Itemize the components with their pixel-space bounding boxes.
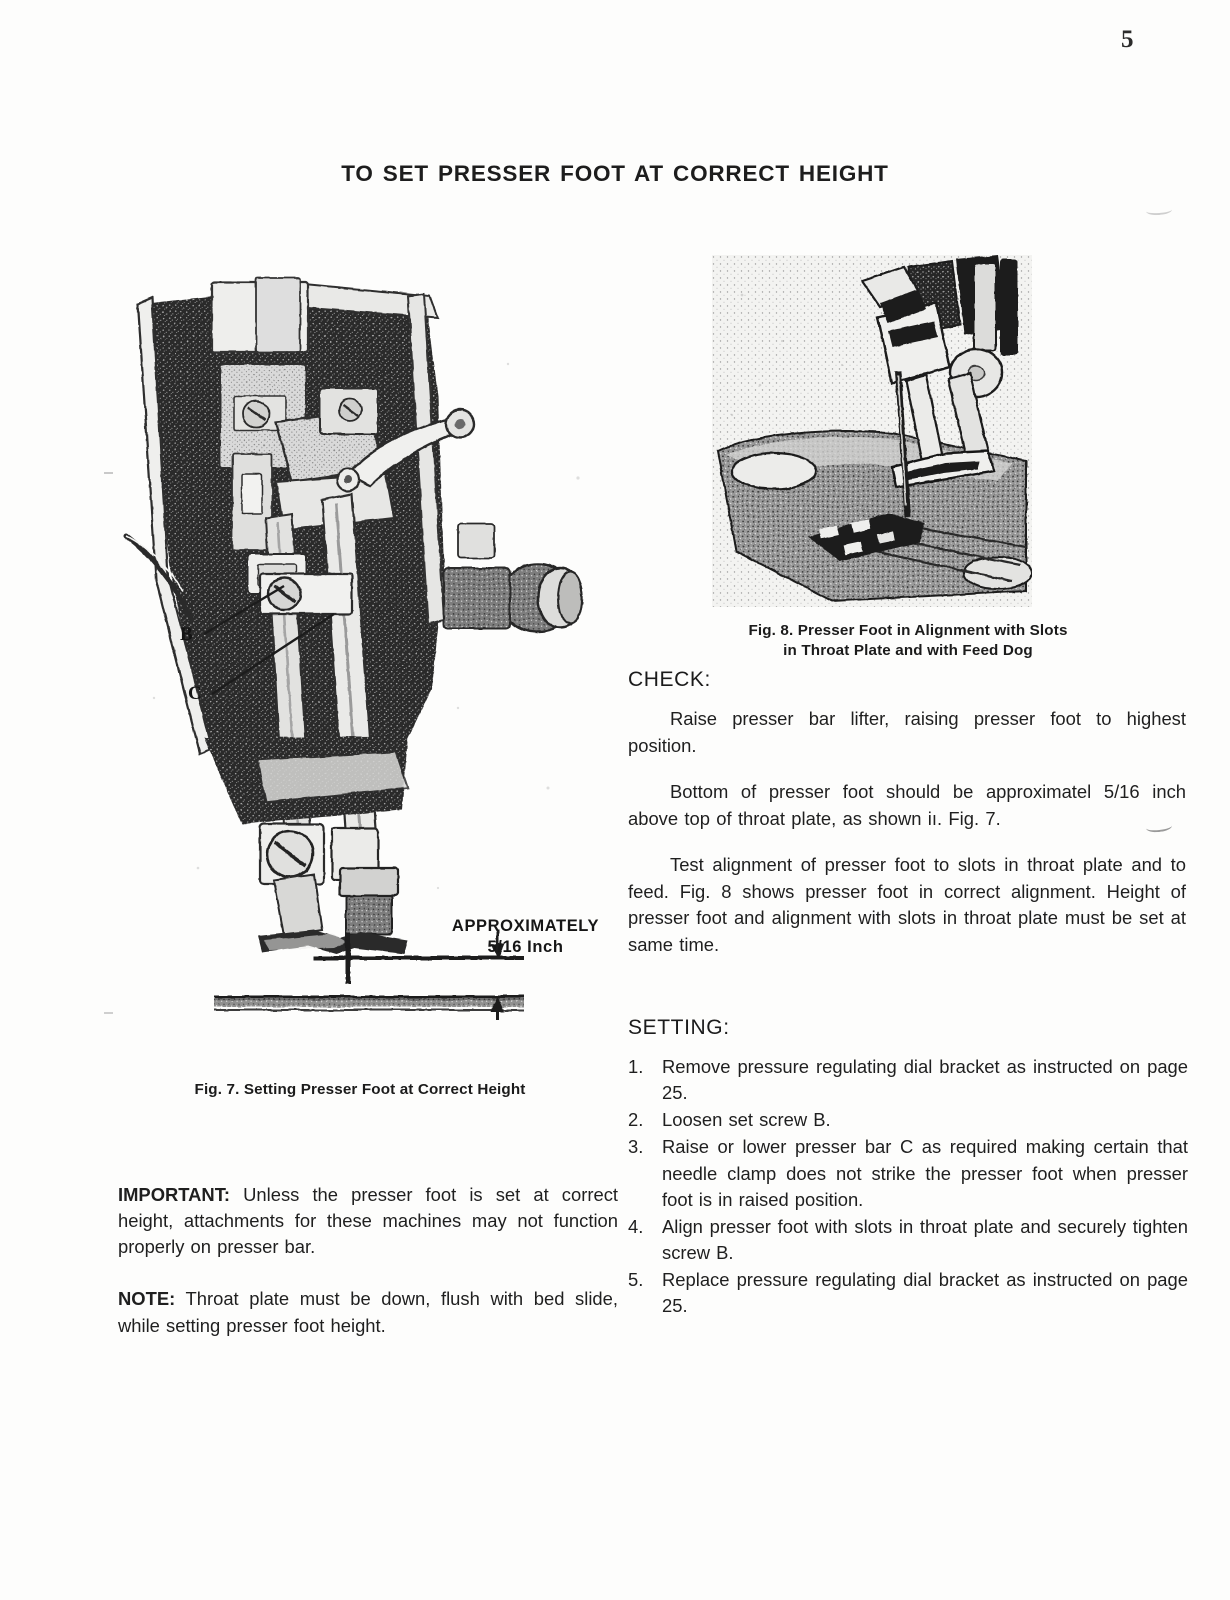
setting-step: Align presser foot with slots in throat plate and securely tighten screw B. (662, 1215, 1188, 1263)
figure-8-illustration (712, 255, 1032, 607)
important-text: Unless the presser foot is set at correct height, attachments for these machines may not function properly on presser bar. (118, 1184, 618, 1258)
bobbin-cover (732, 453, 816, 489)
callout-label-c: C (188, 683, 202, 704)
setting-section (628, 1016, 1188, 1320)
page-number: 5 (1121, 26, 1134, 53)
figure-8-caption-line2: in Throat Plate and with Feed Dog (783, 641, 1033, 659)
check-heading: CHECK: (628, 668, 711, 691)
notes-section (118, 1182, 618, 1339)
note-text: Throat plate must be down, flush with bed slide, while setting presser foot height. (118, 1288, 618, 1336)
general-note (118, 1286, 618, 1338)
check-section (628, 668, 1186, 958)
setting-heading: SETTING: (628, 1016, 730, 1039)
figure-7 (108, 268, 620, 1058)
scan-artifact-margin-top (1146, 205, 1173, 216)
setting-step: Loosen set screw B. (662, 1109, 831, 1131)
important-label: IMPORTANT: (118, 1184, 231, 1205)
measurement-annotation-line2: 5/16 Inch (487, 938, 564, 957)
setting-step: Replace pressure regulating dial bracket as instructed on page 25. (662, 1269, 1188, 1317)
figure-7-caption: Fig. 7. Setting Presser Foot at Correct Height (194, 1081, 526, 1098)
check-paragraph-1: Raise presser bar lifter, raising presser foot to highest position. (628, 708, 1186, 756)
check-paragraph-3: Test alignment of presser foot to slots in throat plate and to feed. Fig. 8 shows presser foot in correct alignment. Height of presser foot and alignment with slots in throat plate must be set at same time. (628, 854, 1186, 955)
figure-8 (712, 255, 1032, 607)
setting-steps-list (628, 1054, 1188, 1319)
setting-step: Remove pressure regulating dial bracket as instructed on page 25. (662, 1056, 1188, 1104)
page-title: TO SET PRESSER FOOT AT CORRECT HEIGHT (341, 161, 889, 186)
measurement-annotation (438, 916, 613, 959)
important-note (118, 1182, 618, 1260)
setting-step: Raise or lower presser bar C as required making certain that needle clamp does not strike the presser foot when presser foot is in raised position. (662, 1136, 1188, 1210)
callout-label-b: B (180, 624, 193, 645)
note-label: NOTE: (118, 1288, 176, 1310)
check-paragraph-2: Bottom of presser foot should be approximatel 5/16 inch above top of throat plate, as shown iı. Fig. 7. (628, 781, 1186, 829)
measurement-annotation-line1: APPROXIMATELY (451, 917, 600, 935)
figure-8-caption (628, 621, 1188, 661)
figure-8-caption-line1: Fig. 8. Presser Foot in Alignment with Slots (748, 622, 1068, 639)
